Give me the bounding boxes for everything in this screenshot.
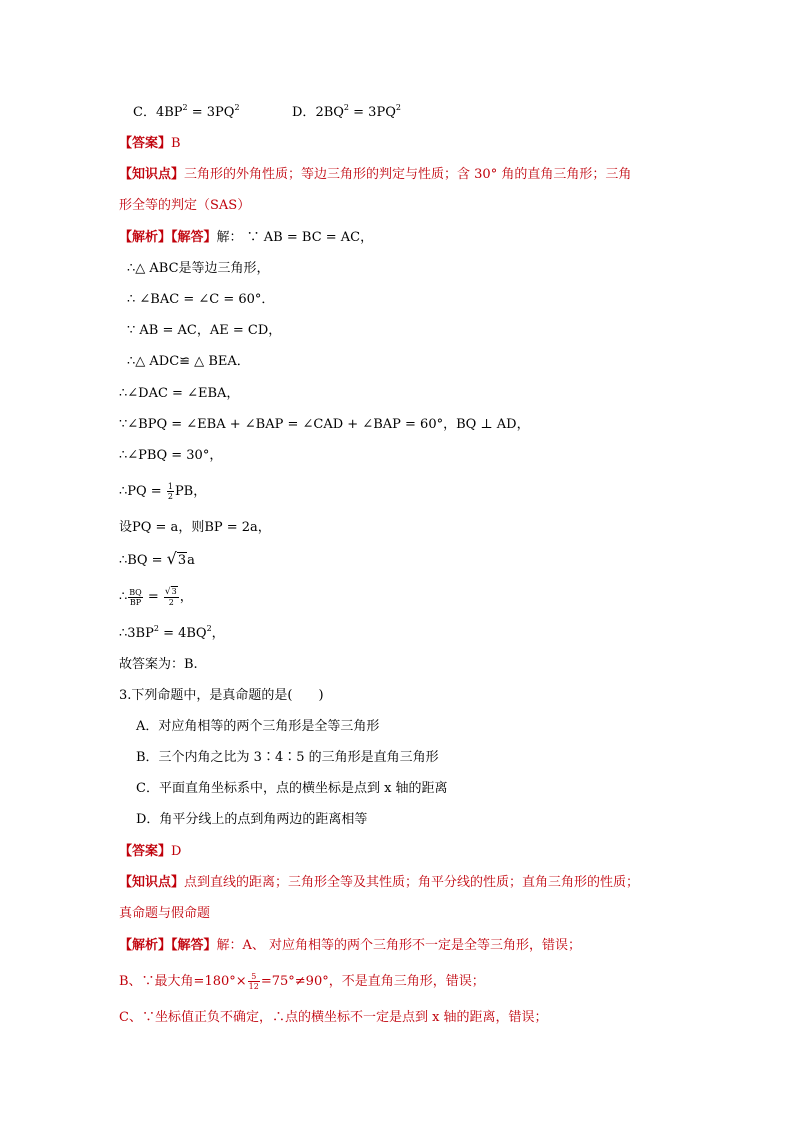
solution-step-bq [119,550,195,570]
knowledge-point-tag: 【知识点】 [119,167,185,182]
expr-text: ， [211,626,225,641]
answer-value: B [171,136,181,151]
fraction-numerator [164,587,179,598]
knowledge-point-text: 三角形的外角性质；等边三角形的判定与性质；含 30° 角的直角三角形；三角 [184,167,632,182]
expr-text: ∴ [119,589,128,605]
option-d [292,104,401,122]
answer-tag: 【答案】 [119,844,172,859]
analysis-line [119,937,581,955]
option-letter: C． [133,105,156,120]
solution-step-ratio [119,587,193,607]
solution-text: 解： ∵ AB = BC = AC， [216,230,374,245]
solution-step-pq [119,482,206,501]
solution-step: ∴△ ABC是等边三角形， [127,261,270,276]
option-d-expr: = 3PQ [349,105,396,120]
expr-text: = 4BQ [158,626,207,641]
solution-tag: 【解答】 [171,938,217,953]
square-root [167,550,187,570]
fraction-denominator: BP [129,597,142,607]
solution-text: 解：A、 对应角相等的两个三角形不一定是全等三角形，错误； [216,938,582,953]
question-stem: 3.下列命题中，是真命题的是( ) [119,688,324,703]
expr-text: ∴3BP [119,626,154,641]
option-d: D．角平分线上的点到角两边的距离相等 [136,812,368,827]
superscript: 2 [395,103,401,112]
conclusion-line: 故答案为：B. [119,657,198,672]
solution-step: ∴∠PBQ = 30°， [119,448,223,463]
radicand: 3 [177,553,187,568]
solution-step: ∵∠BPQ = ∠EBA + ∠BAP = ∠CAD + ∠BAP = 60°，BQ ⊥ AD， [119,417,530,432]
fraction [164,587,179,607]
solution-step-relation [119,625,225,643]
analysis-line [119,229,373,247]
solution-step: ∴∠DAC = ∠EBA， [119,386,240,401]
expr-text: ∴PQ = [119,484,166,499]
option-c-expr: 4BP [155,105,183,120]
solution-step-c: C、∵坐标值正负不确定，∴点的横坐标不一定是点到 x 轴的距离，错误； [119,1010,548,1025]
knowledge-point-continued: 真命题与假命题 [119,906,211,921]
fraction-numerator: 5 [248,972,260,982]
superscript: 2 [206,624,212,633]
answer-tag: 【答案】 [119,136,172,151]
radical-sign: √ [166,549,177,568]
expr-text: = [143,589,163,605]
knowledge-point-line [119,166,631,184]
expr-text: PB， [174,484,207,499]
superscript: 2 [153,624,159,633]
expr-text: a [187,553,195,568]
analysis-tag: 【解析】 [119,938,172,953]
fraction-numerator: 1 [167,482,173,491]
solution-step: ∵ AB = AC，AE = CD， [127,323,282,338]
knowledge-point-tag: 【知识点】 [119,875,185,890]
fraction [248,972,260,991]
answer-line [119,135,181,153]
option-d-expr: 2BQ [315,105,344,120]
option-a: A．对应角相等的两个三角形是全等三角形 [136,719,380,734]
fraction-denominator: 2 [167,492,173,501]
answer-value: D [171,844,182,859]
expr-text: =75°≠90°，不是直角三角形，错误； [260,974,485,989]
option-c [133,104,240,122]
solution-step-b [119,972,485,991]
knowledge-point-continued: 形全等的判定（SAS） [119,198,251,213]
superscript: 2 [182,103,188,112]
fraction [128,588,142,607]
superscript: 2 [234,103,240,112]
solution-tag: 【解答】 [171,230,217,245]
radicand: 3 [171,587,177,596]
expr-text: ∴BQ = [119,553,167,568]
fraction-denominator: 2 [168,598,174,607]
fraction-denominator: 12 [248,982,259,991]
expr-text: B、∵最大角=180°× [119,974,247,989]
fraction [167,482,174,501]
square-root [165,587,178,597]
knowledge-point-text: 点到直线的距离；三角形全等及其性质；角平分线的性质；直角三角形的性质； [184,875,640,890]
option-c: C．平面直角坐标系中，点的横坐标是点到 x 轴的距离 [136,781,448,796]
radical-sign: √ [164,587,171,597]
option-c-expr: = 3PQ [187,105,235,120]
solution-step: ∴ ∠BAC = ∠C = 60°． [127,292,275,307]
knowledge-point-line [119,874,639,892]
solution-step: ∴△ ADC≌ △ BEA． [127,354,250,369]
option-letter: D． [292,105,316,120]
superscript: 2 [343,103,350,112]
expr-text: ， [179,589,193,605]
fraction-numerator: BQ [129,587,142,597]
solution-step: 设PQ = a，则BP = 2a， [119,520,271,535]
answer-line [119,843,181,861]
option-b: B．三个内角之比为 3∶4∶5 的三角形是直角三角形 [136,750,439,765]
analysis-tag: 【解析】 [119,230,172,245]
